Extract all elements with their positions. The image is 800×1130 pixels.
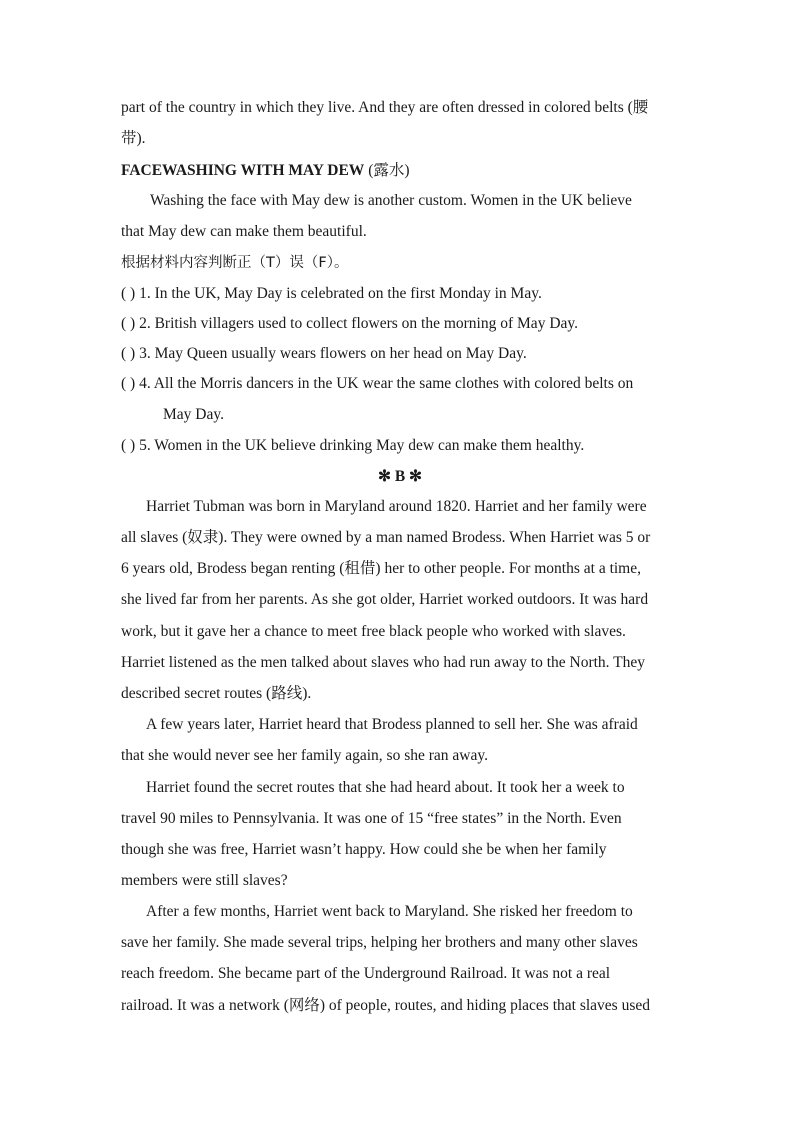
section-heading bbox=[121, 161, 410, 181]
paragraph-line: she lived far from her parents. As she got older, Harriet worked outdoors. It was hard bbox=[121, 591, 649, 608]
section-heading-gloss: (露水) bbox=[364, 162, 410, 179]
paragraph-line: work, but it gave her a chance to meet free black people who worked with slaves. bbox=[121, 623, 626, 640]
paragraph-line: 带). bbox=[121, 130, 146, 147]
paragraph-line: reach freedom. She became part of the Underground Railroad. It was not a real bbox=[121, 965, 611, 982]
paragraph-line: travel 90 miles to Pennsylvania. It was one of 15 “free states” in the North. Even bbox=[121, 810, 622, 827]
exercise-item: ( ) 5. Women in the UK believe drinking May dew can make them healthy. bbox=[121, 437, 585, 454]
exercise-item-continuation: May Day. bbox=[163, 406, 224, 423]
paragraph-line: all slaves (奴隶). They were owned by a man named Brodess. When Harriet was 5 or bbox=[121, 529, 651, 546]
paragraph-line: Washing the face with May dew is another custom. Women in the UK believe bbox=[150, 192, 632, 209]
exercise-instruction: 根据材料内容判断正（T）误（F）。 bbox=[121, 255, 349, 271]
paragraph-line: Harriet Tubman was born in Maryland around 1820. Harriet and her family were bbox=[146, 498, 647, 515]
paragraph-line: save her family. She made several trips, helping her brothers and many other slaves bbox=[121, 934, 638, 951]
paragraph-line: Harriet found the secret routes that she had heard about. It took her a week to bbox=[146, 779, 625, 796]
section-b-title: ✻ B ✻ bbox=[377, 468, 423, 485]
paragraph-line: that May dew can make them beautiful. bbox=[121, 223, 367, 240]
paragraph-line: part of the country in which they live. And they are often dressed in colored belts (腰 bbox=[121, 99, 649, 116]
exercise-item: ( ) 2. British villagers used to collect flowers on the morning of May Day. bbox=[121, 315, 579, 332]
exercise-item: ( ) 4. All the Morris dancers in the UK wear the same clothes with colored belts on bbox=[121, 375, 634, 392]
paragraph-line: described secret routes (路线). bbox=[121, 685, 312, 702]
paragraph-line: A few years later, Harriet heard that Brodess planned to sell her. She was afraid bbox=[146, 716, 638, 733]
paragraph-line: railroad. It was a network (网络) of people, routes, and hiding places that slaves used bbox=[121, 997, 650, 1014]
paragraph-line: After a few months, Harriet went back to Maryland. She risked her freedom to bbox=[146, 903, 633, 920]
paragraph-line: 6 years old, Brodess began renting (租借) her to other people. For months at a time, bbox=[121, 560, 641, 577]
exercise-item: ( ) 3. May Queen usually wears flowers on her head on May Day. bbox=[121, 345, 527, 362]
paragraph-line: Harriet listened as the men talked about slaves who had run away to the North. They bbox=[121, 654, 645, 671]
paragraph-line: members were still slaves? bbox=[121, 872, 288, 889]
paragraph-line: that she would never see her family again, so she ran away. bbox=[121, 747, 488, 764]
paragraph-line: though she was free, Harriet wasn’t happy. How could she be when her family bbox=[121, 841, 607, 858]
section-heading-title: FACEWASHING WITH MAY DEW bbox=[121, 162, 365, 179]
exercise-item: ( ) 1. In the UK, May Day is celebrated on the first Monday in May. bbox=[121, 285, 542, 302]
